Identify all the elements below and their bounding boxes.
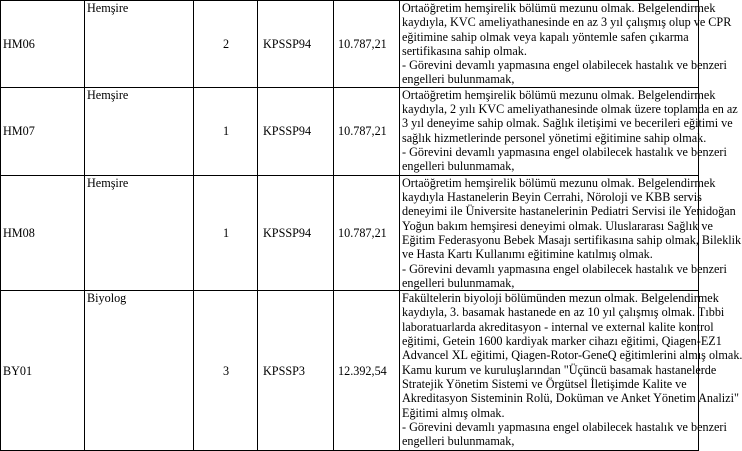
- condition-line: - Görevini devamlı yapmasına engel olabilecek hastalık ve benzeri: [402, 144, 727, 159]
- conditions-cell: [400, 291, 742, 451]
- condition-line: sağlık hizmetlerinde personel yönetimi eğitimine sahip olmak.: [402, 130, 707, 145]
- condition-line: Ortaöğretim hemşirelik bölümü mezunu olmak. Belgelendirmek: [402, 1, 716, 15]
- table-row: [1, 291, 699, 451]
- condition-line: - Görevini devamlı yapmasına engel olabilecek hastalık ve benzeri: [402, 261, 727, 276]
- position-title-cell: Hemşire: [85, 175, 194, 290]
- conditions-cell: [400, 1, 732, 88]
- position-code-cell: HM07: [1, 87, 85, 175]
- condition-line: Eğitimi almış olmak.: [402, 405, 505, 420]
- base-score-cell: 10.787,21: [334, 1, 400, 88]
- table-row: [1, 175, 699, 290]
- table-row: [1, 1, 699, 88]
- condition-line: laboratuarlarda akreditasyon - internal ve external kalite kontrol: [402, 319, 714, 334]
- exam-type-cell: KPSSP94: [258, 1, 334, 88]
- condition-line: Kamu kurum ve kuruluşlarından "Üçüncü basamak hastanelerde: [402, 362, 717, 377]
- condition-line: Fakültelerin biyoloji bölümünden mezun olmak. Belgelendirmek: [402, 291, 719, 306]
- condition-line: engelleri bulunmamak,: [402, 72, 515, 87]
- position-title-cell: Biyolog: [85, 291, 194, 451]
- quota-cell: 1: [194, 175, 258, 290]
- position-title-cell: Hemşire: [85, 87, 194, 175]
- base-score-cell: 12.392,54: [334, 291, 400, 451]
- conditions-cell: [400, 175, 742, 290]
- condition-line: deneyimi ile Üniversite hastanelerinin Pediatri Servisi ile Yenidoğan: [402, 204, 736, 219]
- exam-type-cell: KPSSP3: [258, 291, 334, 451]
- condition-line: 3 yıl deneyime sahip olmak. Sağlık iletişimi ve becerileri eğitimi ve: [402, 116, 733, 131]
- position-code-cell: HM08: [1, 175, 85, 290]
- quota-cell: 2: [194, 1, 258, 88]
- exam-type-cell: KPSSP94: [258, 175, 334, 290]
- condition-line: Yoğun bakım hemşiresi deneyimi olmak. Uluslararası Sağlık ve: [402, 218, 713, 233]
- position-code-cell: HM06: [1, 1, 85, 88]
- condition-line: eğitimi, Getein 1600 kardiyak marker cihazı eğitimi, Qiagen-EZ1: [402, 334, 722, 349]
- condition-line: Advancel XL eğitimi, Qiagen-Rotor-GeneQ eğitimlerini almış olmak.: [402, 348, 742, 363]
- condition-line: - Görevini devamlı yapmasına engel olabilecek hastalık ve benzeri: [402, 58, 727, 73]
- condition-line: Akreditasyon Sisteminin Rolü, Doküman ve Anket Yönetim Analizi": [402, 391, 739, 406]
- condition-line: sertifikasına sahip olmak.: [402, 43, 527, 58]
- condition-line: engelleri bulunmamak,: [402, 159, 515, 174]
- condition-line: Ortaöğretim hemşirelik bölümü mezunu olmak. Belgelendirmek: [402, 175, 716, 190]
- condition-line: - Görevini devamlı yapmasına engel olabilecek hastalık ve benzeri: [402, 419, 727, 434]
- condition-line: ve Hasta Kartı Kullanımı eğitimine katılmış olmak.: [402, 247, 653, 262]
- condition-line: Eğitim Federasyonu Bebek Masajı sertifikasına sahip olmak, Bileklik: [402, 232, 742, 247]
- condition-line: engelleri bulunmamak,: [402, 434, 515, 449]
- condition-line: eğitimine sahip olmak veya kapalı yöntemle safen çıkarma: [402, 29, 689, 44]
- condition-line: engelleri bulunmamak,: [402, 275, 515, 290]
- position-code-cell: BY01: [1, 291, 85, 451]
- condition-line: kaydıyla Hastanelerin Beyin Cerrahi, Nöroloji ve KBB servis: [402, 190, 702, 205]
- table-row: [1, 87, 699, 175]
- base-score-cell: 10.787,21: [334, 175, 400, 290]
- condition-line: kaydıyla, KVC ameliyathanesinde en az 3 yıl çalışmış olup ve CPR: [402, 15, 732, 30]
- base-score-cell: 10.787,21: [334, 87, 400, 175]
- quota-cell: 1: [194, 87, 258, 175]
- condition-line: kaydıyla, 2 yılı KVC ameliyathanesinde olmak üzere toplamda en az: [402, 102, 738, 117]
- condition-line: Stratejik Yönetim Sistemi ve Örgütsel İletişimde Kalite ve: [402, 376, 687, 391]
- quota-cell: 3: [194, 291, 258, 451]
- condition-line: kaydıyla, 3. basamak hastanede en az 10 yıl çalışmış olmak. Tıbbi: [402, 305, 725, 320]
- exam-type-cell: KPSSP94: [258, 87, 334, 175]
- position-title-cell: Hemşire: [85, 1, 194, 88]
- condition-line: Ortaöğretim hemşirelik bölümü mezunu olmak. Belgelendirmek: [402, 87, 716, 102]
- conditions-cell: [400, 87, 738, 175]
